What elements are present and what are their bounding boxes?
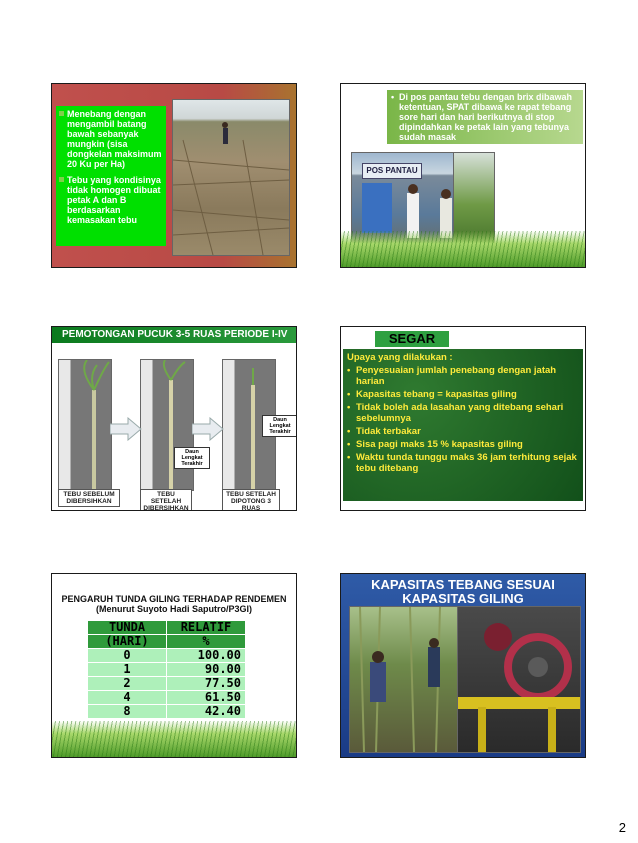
bullet-item: Tebu yang kondisinya tidak homogen dibuat petak A dan B berdasarkan kemasakan tebu: [59, 175, 163, 225]
field-photo: [172, 99, 290, 256]
table-cell: 4: [88, 691, 167, 705]
leaf-label: Daun Lengkat Terakhir: [174, 447, 210, 469]
slide-6: [340, 573, 586, 758]
table-row: [88, 705, 246, 719]
list-item: • Penyesuaian jumlah penebang dengan jatah harian: [347, 365, 579, 387]
table-cell: 77.50: [167, 677, 246, 691]
mill-photo: [457, 606, 581, 753]
slide-5: [51, 573, 297, 758]
table-row: [88, 663, 246, 677]
list-item: • Tidak boleh ada lasahan yang ditebang sehari sebelumnya: [347, 402, 579, 424]
bullet-box: [387, 90, 583, 144]
harvest-photo: [349, 606, 459, 753]
table-cell: 1: [88, 663, 167, 677]
bullet-box: [56, 106, 166, 246]
list-item: • Kapasitas tebang = kapasitas giling: [347, 389, 579, 400]
grass-decoration: [52, 721, 296, 757]
pos-pantau-sign: POS PANTAU: [362, 163, 422, 179]
rendemen-table: [87, 620, 246, 719]
bullet-item: • Di pos pantau tebu dengan brix dibawah ketentuan, SPAT dibawa ke rapat tebang sore hari dan hari berikutnya di stop dipindahkan ke petak lain yang tebunya sudah masak: [391, 92, 579, 142]
content-box: [343, 349, 583, 501]
cane-photo-before-art: [59, 360, 111, 490]
header-cell: (HARI): [88, 635, 167, 649]
grass-decoration: [341, 231, 585, 267]
leaf-label: Daun Lengkat Terakhir: [262, 415, 297, 437]
arrow-right-icon: [110, 417, 142, 441]
mill-photo-art: [458, 607, 580, 752]
table-cell: 61.50: [167, 691, 246, 705]
arrow-right-icon: [192, 417, 224, 441]
table-row: [88, 649, 246, 663]
slide-title: KAPASITAS TEBANG SESUAI KAPASITAS GILING: [371, 577, 555, 606]
slide-1: [51, 83, 297, 268]
table-cell: 2: [88, 677, 167, 691]
table-cell: 90.00: [167, 663, 246, 677]
header-cell: %: [167, 635, 246, 649]
slide-4: [340, 326, 586, 511]
slide-3: [51, 326, 297, 511]
caption-before: TEBU SEBELUM DIBERSIHKAN: [58, 489, 120, 507]
table-row: [88, 677, 246, 691]
table-cell: 100.00: [167, 649, 246, 663]
table-cell: 8: [88, 705, 167, 719]
cane-photo-before: [58, 359, 112, 491]
slide-title: PENGARUH TUNDA GILING TERHADAP RENDEMEN (Menurut Suyoto Hadi Saputro/P3GI): [61, 594, 287, 614]
table-cell: 0: [88, 649, 167, 663]
bullet-item: Menebang dengan mengambil batang bawah sebanyak mungkin (sisa dongkelan maksimum 20 Ku per Ha): [59, 109, 163, 169]
slide-title: PEMOTONGAN PUCUK 3-5 RUAS PERIODE I-IV: [52, 327, 296, 343]
slide-2: [340, 83, 586, 268]
page-number: 2: [618, 820, 626, 835]
list-item: • Waktu tunda tunggu maks 36 jam terhitung sejak tebu ditebang: [347, 452, 579, 474]
header-cell: TUNDA: [88, 621, 167, 635]
list-item: • Sisa pagi maks 15 % kapasitas giling: [347, 439, 579, 450]
slide-heading: SEGAR: [375, 331, 449, 347]
table-header-row: [88, 635, 246, 649]
intro-text: Upaya yang dilakukan :: [347, 352, 453, 363]
table-header-row: [88, 621, 246, 635]
field-photo-art: [173, 100, 289, 255]
header-cell: RELATIF: [167, 621, 246, 635]
cane-photo-cleaned: [140, 359, 194, 491]
caption-cut: TEBU SETELAH DIPOTONG 3 RUAS: [222, 489, 280, 511]
harvest-photo-art: [350, 607, 458, 752]
table-cell: 42.40: [167, 705, 246, 719]
caption-cleaned: TEBU SETELAH DIBERSIHKAN: [140, 489, 192, 511]
list-item: • Tidak terbakar: [347, 426, 579, 437]
cane-photo-cleaned-art: [141, 360, 193, 490]
table-row: [88, 691, 246, 705]
